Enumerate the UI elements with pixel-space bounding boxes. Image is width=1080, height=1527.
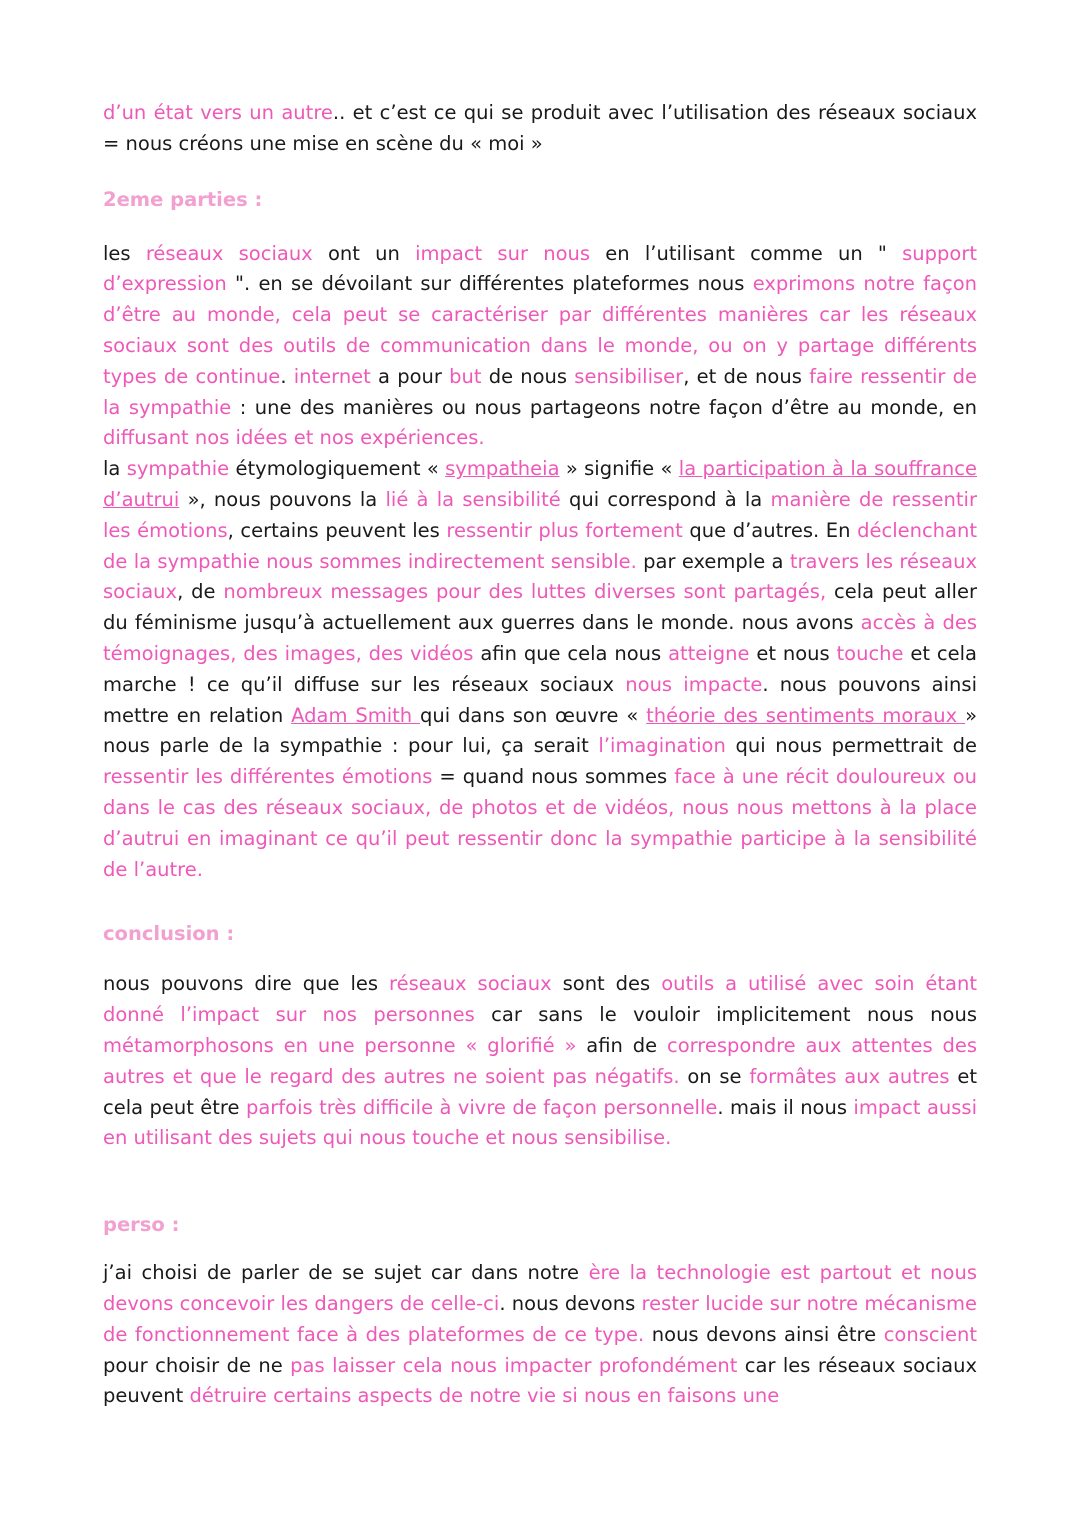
highlighted-text: lié à la sensibilité [385,487,561,511]
perso-paragraph [103,1258,977,1412]
body-text: qui nous permettrait de [725,734,977,758]
highlighted-text: exprimons notre façon d’être au monde, cela peut se caractériser par différentes manières car les réseaux sociaux sont des outils de communication dans le monde, ou on y partage différents types de continue [103,272,977,388]
highlighted-text: face à une récit douloureux ou dans le cas des réseaux sociaux, de photos et de vidéos, nous nous mettons à la place d’autrui en imaginant ce qu’il peut ressentir donc la sympathie participe à la sensibilité de l’autre. [103,765,977,881]
conclusion-paragraph [103,969,977,1154]
body-text: par exemple a [636,549,790,573]
highlighted-text: sympathie [126,457,230,481]
body-text: , de [177,580,224,604]
body-text: car sans le vouloir implicitement nous nous [474,1003,977,1027]
highlighted-text: touche [836,641,904,665]
intro-end-paragraph [103,98,977,160]
body-text: pour choisir de ne [103,1353,291,1377]
body-text: , certains peuvent les [227,518,447,542]
highlighted-text: but [449,364,482,388]
highlighted-text: manière de ressentir les émotions [103,487,977,542]
body-text: : une des manières ou nous partageons notre façon d’être au monde, en [231,395,977,419]
highlighted-text: métamorphosons en une personne « glorifié » [103,1033,577,1057]
body-text: et cela peut être [103,1064,977,1119]
body-text: qui correspond à la [560,487,771,511]
highlighted-text: nombreux messages pour des luttes diverses sont partagés, [223,580,827,604]
highlighted-text: accès à des témoignages, des images, des vidéos [103,611,977,665]
highlighted-text: parfois très difficile à vivre de façon personnelle [245,1095,718,1119]
body-text: de nous [481,364,575,388]
body-text: on se [679,1064,750,1088]
body-text: étymologiquement « [229,457,446,481]
body-text: et cela marche ! ce qu’il diffuse sur les réseaux sociaux [103,641,977,696]
body-text: car les réseaux sociaux peuvent [103,1353,977,1408]
highlighted-text: correspondre aux attentes des autres et que le regard des autres ne soient pas négatifs. [103,1033,977,1088]
underlined-highlight-text: théorie des sentiments moraux [646,703,966,727]
body-text: , et de nous [683,364,810,388]
body-text: sont des [551,972,662,996]
body-text: afin de [576,1033,667,1057]
highlighted-text: support d’expression [103,241,977,296]
body-text: et nous [749,641,837,665]
body-text: en l’utilisant comme un " [590,241,903,265]
body-text: », nous pouvons la [179,487,386,511]
highlighted-text: travers les réseaux sociaux [103,549,977,604]
highlighted-text: détruire certains aspects de notre vie si nous en faisons une [189,1384,780,1408]
highlighted-text: impact aussi en utilisant des sujets qui nous touche et nous sensibilise. [103,1095,977,1150]
section-heading-conclusion: conclusion : [103,922,235,946]
section-heading-perso: perso : [103,1213,180,1237]
body-text: la [103,457,127,481]
highlighted-text: d’un état vers un autre [103,101,333,124]
highlighted-text: outils a utilisé avec soin étant donné l’impact sur nos personnes [103,972,977,1027]
body-text: a pour [370,364,450,388]
body-text: . mais il nous [717,1095,854,1119]
highlighted-text: l’imagination [598,734,726,758]
highlighted-text: diffusant nos idées et nos expériences. [103,426,485,450]
body-text: cela peut aller du féminisme jusqu’à actuellement aux guerres dans le monde. nous avons [103,580,977,635]
part2-paragraph [103,239,977,886]
highlighted-text: ère la technologie est partout et nous devons concevoir les dangers de celle-ci [103,1261,977,1315]
underlined-highlight-text: la participation à la souffrance d’autrui [103,457,977,511]
body-text: afin que cela nous [473,641,669,665]
underlined-highlight-text: Adam Smith [291,703,420,727]
body-text: ". en se dévoilant sur différentes plateformes nous [226,272,753,296]
highlighted-text: ressentir les différentes émotions [103,765,433,789]
underlined-highlight-text: sympatheia [445,457,560,481]
highlighted-text: réseaux sociaux [389,972,552,996]
highlighted-text: ressentir plus fortement [446,518,683,542]
highlighted-text: internet [293,364,371,388]
body-text: . nous devons [499,1291,642,1315]
body-text: = quand nous sommes [432,765,675,789]
highlighted-text: sensibiliser [574,364,684,388]
body-text: ont un [312,241,416,265]
highlighted-text: nous impacte [625,672,763,696]
body-text: » signifie « [559,457,679,481]
body-text: . nous pouvons ainsi mettre en relation [103,672,977,727]
highlighted-text: faire ressentir de la sympathie [103,364,978,419]
body-text: que d’autres. En [682,518,858,542]
body-text: les [103,241,146,265]
body-text: j’ai choisi de parler de se sujet car dans notre [103,1261,589,1285]
body-text: nous pouvons dire que les [103,972,389,996]
section-heading-part2: 2eme parties : [103,187,263,211]
body-text: » nous parle de la sympathie : pour lui, ça serait [103,703,977,758]
body-text: .. et c’est ce qui se produit avec l’utilisation des réseaux sociaux = nous créons une mise en scène du « moi » [103,101,977,155]
body-text: qui dans son œuvre « [420,703,647,727]
body-text: . [280,364,294,388]
highlighted-text: impact sur nous [415,241,591,265]
highlighted-text: rester lucide sur notre mécanisme de fonctionnement face à des plateformes de ce type. [103,1291,978,1346]
highlighted-text: déclenchant de la sympathie nous sommes indirectement sensible. [103,518,977,573]
highlighted-text: pas laisser cela nous impacter profondément [290,1353,738,1377]
highlighted-text: atteigne [668,641,750,665]
body-text: nous devons ainsi être [644,1322,884,1346]
highlighted-text: réseaux sociaux [145,241,313,265]
document-page [103,98,977,1412]
highlighted-text: formâtes aux autres [749,1064,950,1088]
highlighted-text: conscient [883,1322,977,1346]
